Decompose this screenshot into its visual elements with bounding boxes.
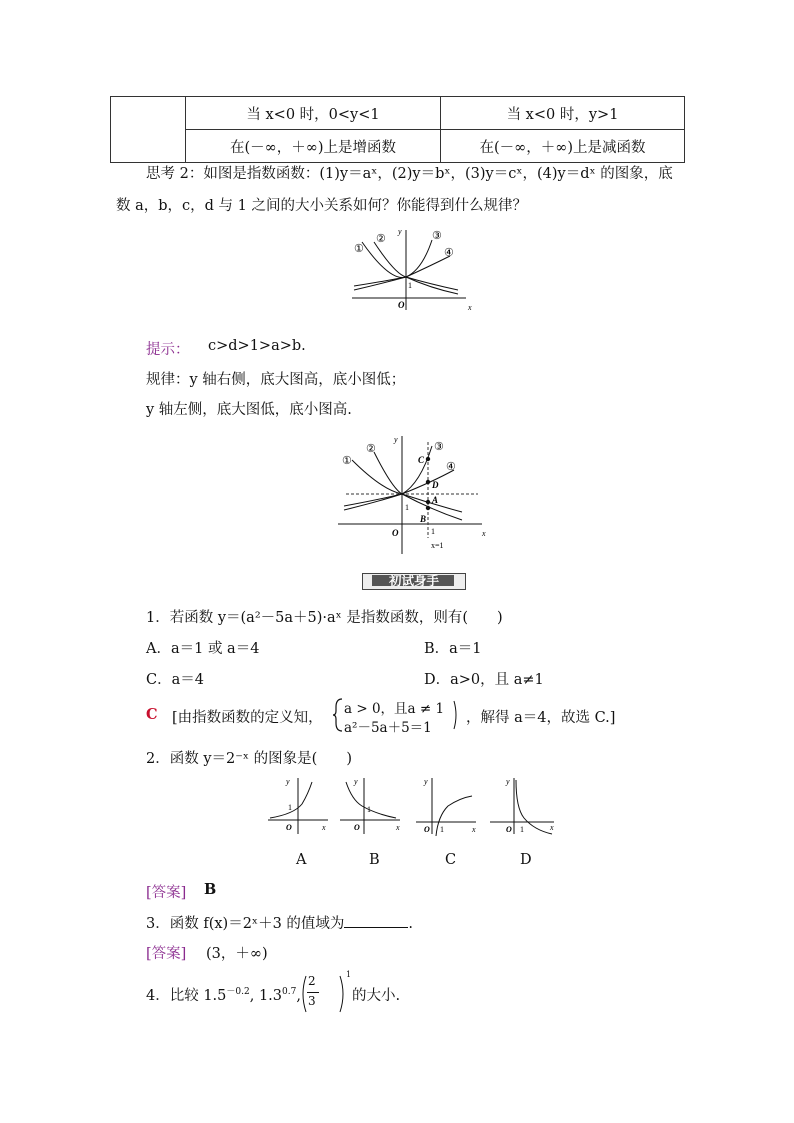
fig2-origin: O bbox=[392, 528, 399, 538]
q1-system-line-1: a > 0，且a ≠ 1 bbox=[344, 701, 445, 717]
fig2-one-y: 1 bbox=[405, 503, 409, 512]
hint-label: 提示： bbox=[146, 342, 190, 358]
svg-text:O: O bbox=[354, 823, 360, 832]
q1-option-d: D．a>0，且 a≠1 bbox=[424, 672, 544, 688]
fig1-x-label: x bbox=[468, 303, 472, 312]
rule-line-1: 规律：y 轴右侧，底大图高，底小图低； bbox=[146, 372, 406, 388]
q4-exp-3: 1 bbox=[346, 970, 352, 979]
fig2-label-4: ④ bbox=[446, 461, 456, 473]
svg-text:1: 1 bbox=[520, 825, 524, 834]
q4-frac-denominator: 3 bbox=[308, 994, 316, 1008]
table-cell-row2-right: 在(－∞，＋∞)上是减函数 bbox=[441, 130, 685, 163]
svg-text:y: y bbox=[506, 777, 510, 786]
fig2-label-3: ③ bbox=[434, 441, 444, 453]
fig2-point-label-D: D bbox=[432, 480, 439, 490]
q1-system-line-2: a²－5a＋5＝1 bbox=[344, 720, 432, 736]
q3-stem bbox=[146, 912, 413, 933]
table-cell-row1-right: 当 x<0 时，y>1 bbox=[441, 97, 685, 130]
q2-graph-a bbox=[268, 777, 328, 834]
q3-blank bbox=[344, 913, 408, 928]
q2-caption-d: D bbox=[520, 852, 532, 868]
fig2-label-2: ② bbox=[366, 443, 376, 455]
q2-answer: B bbox=[204, 881, 217, 898]
fig2-point-A bbox=[426, 500, 430, 504]
rule-line-2: y 轴左侧，底大图低，底小图高. bbox=[146, 402, 352, 418]
fig2-x-label: x bbox=[482, 529, 486, 538]
q2-graph-options bbox=[264, 774, 564, 838]
q4-stem-end: 的大小. bbox=[352, 988, 401, 1004]
fig2-x-eq-1: x=1 bbox=[431, 541, 444, 550]
svg-text:1: 1 bbox=[440, 825, 444, 834]
q3-answer-label: [答案] bbox=[146, 946, 187, 962]
think-line-2: 数 a，b，c，d 与 1 之间的大小关系如何？你能得到什么规律？ bbox=[116, 198, 527, 214]
fig1-y-label: y bbox=[398, 227, 402, 236]
q2-stem: 2．函数 y＝2⁻ˣ 的图象是( ) bbox=[146, 751, 352, 767]
svg-text:O: O bbox=[506, 825, 512, 834]
fig1-label-1: ① bbox=[354, 243, 364, 255]
q1-explanation-post: ，解得 a＝4，故选 C.] bbox=[466, 710, 616, 726]
svg-text:1: 1 bbox=[288, 803, 292, 812]
q1-option-c: C．a＝4 bbox=[146, 672, 204, 688]
svg-text:x: x bbox=[396, 823, 400, 832]
exponential-graphs-figure-2 bbox=[332, 430, 492, 554]
fig1-curve-4 bbox=[354, 256, 450, 286]
q4-frac-bar bbox=[307, 992, 319, 993]
svg-text:O: O bbox=[424, 825, 430, 834]
q1-system-brace bbox=[332, 697, 344, 733]
q4-exp-2: 0.7 bbox=[282, 987, 297, 998]
svg-text:x: x bbox=[550, 823, 554, 832]
q1-explanation-pre: [由指数函数的定义知， bbox=[172, 710, 323, 726]
hint-text: c>d>1>a>b. bbox=[208, 338, 306, 354]
fig1-label-4: ④ bbox=[444, 247, 454, 259]
svg-text:y: y bbox=[286, 777, 290, 786]
q3-stem-text: 3．函数 f(x)＝2ˣ＋3 的值域为 bbox=[146, 916, 345, 932]
q1-stem: 1．若函数 y＝(a²－5a＋5)·aˣ 是指数函数，则有( ) bbox=[146, 610, 503, 626]
section-header: 初试身手 bbox=[388, 573, 439, 588]
q3-answer: (3，＋∞) bbox=[206, 946, 268, 962]
fig2-point-B bbox=[426, 506, 430, 510]
fig2-point-D bbox=[426, 480, 430, 484]
q4-text-1: 4．比较 1.5 bbox=[146, 988, 227, 1004]
q1-option-b: B．a＝1 bbox=[424, 641, 482, 657]
think-line-1: 思考 2：如图是指数函数：(1)y＝aˣ，(2)y＝bˣ，(3)y＝cˣ，(4)y＝dˣ 的图象，底 bbox=[146, 166, 673, 182]
fig2-y-label: y bbox=[394, 435, 398, 444]
fig2-point-label-B: B bbox=[420, 514, 427, 524]
q3-stem-end: . bbox=[408, 916, 414, 932]
q2-graph-c bbox=[416, 777, 476, 836]
q4-frac-numerator: 2 bbox=[308, 974, 316, 988]
fig2-point-label-A: A bbox=[432, 495, 439, 505]
table-cell-row2-left: 在(－∞，＋∞)上是增函数 bbox=[186, 130, 441, 163]
fig1-one: 1 bbox=[408, 281, 412, 290]
table-empty-cell bbox=[111, 97, 186, 163]
q4-text-2: , 1.3 bbox=[249, 988, 283, 1004]
exponential-graphs-figure-1 bbox=[340, 222, 480, 314]
q2-caption-b: B bbox=[369, 852, 380, 868]
fig1-origin: O bbox=[398, 300, 405, 310]
svg-text:y: y bbox=[424, 777, 428, 786]
q2-graph-d bbox=[490, 777, 554, 834]
q1-system-right-paren bbox=[452, 697, 460, 733]
q2-graph-b bbox=[340, 777, 400, 834]
fig2-one-x: 1 bbox=[431, 527, 435, 536]
q1-answer: C bbox=[146, 706, 158, 723]
q2-caption-c: C bbox=[445, 852, 457, 868]
svg-text:O: O bbox=[286, 823, 292, 832]
properties-table bbox=[110, 96, 685, 163]
svg-text:1: 1 bbox=[367, 805, 371, 814]
svg-text:x: x bbox=[322, 823, 326, 832]
fig1-label-3: ③ bbox=[432, 230, 442, 242]
fig2-point-label-C: C bbox=[418, 455, 425, 465]
q2-answer-label: [答案] bbox=[146, 885, 187, 901]
q4-stem: 4．比较 $1.5^{-0.2}$, $1.3^{0.7}$, bbox=[146, 987, 301, 1004]
svg-text:x: x bbox=[472, 825, 476, 834]
q4-exp-1: －0.2 bbox=[226, 987, 250, 998]
q1-option-a: A．a＝1 或 a＝4 bbox=[146, 641, 260, 657]
q4-fraction-power bbox=[300, 970, 352, 1014]
q2-caption-a: A bbox=[296, 852, 307, 868]
fig2-label-1: ① bbox=[342, 455, 352, 467]
svg-text:y: y bbox=[354, 777, 358, 786]
table-cell-row1-left: 当 x<0 时，0<y<1 bbox=[186, 97, 441, 130]
fig1-label-2: ② bbox=[376, 233, 386, 245]
fig2-point-C bbox=[426, 457, 430, 461]
